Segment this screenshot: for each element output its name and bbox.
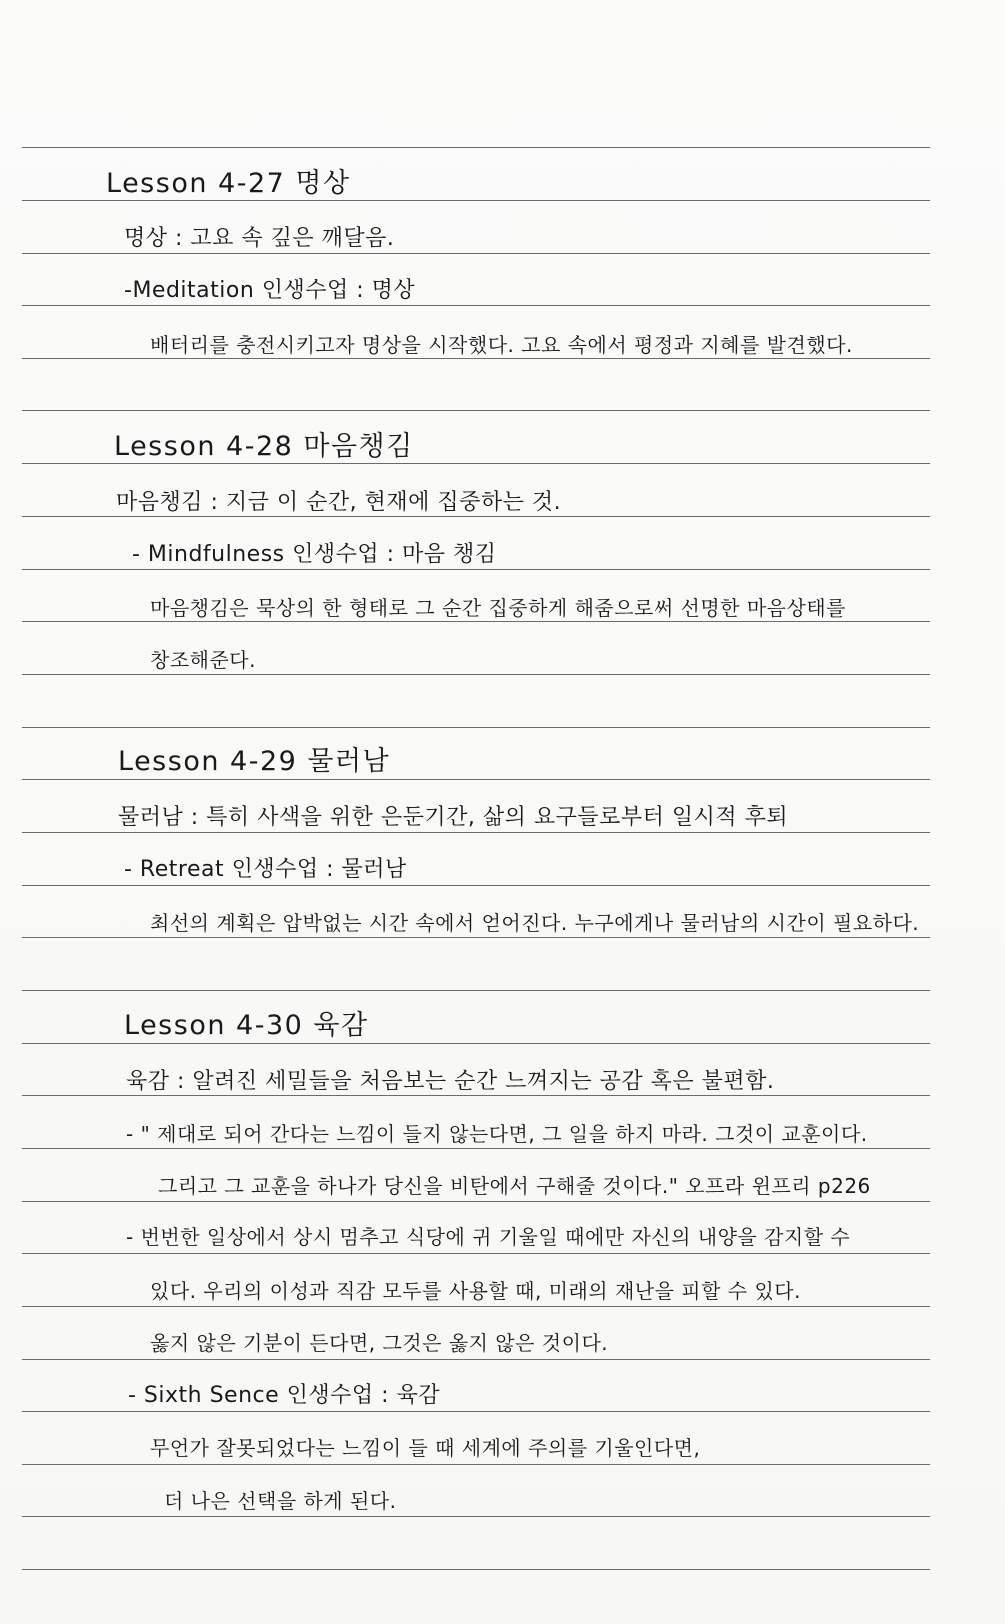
ruled-line bbox=[22, 1516, 930, 1517]
ruled-line bbox=[22, 990, 930, 991]
ruled-line bbox=[22, 727, 930, 728]
ruled-line bbox=[22, 674, 930, 675]
ruled-line bbox=[22, 1148, 930, 1149]
ruled-line bbox=[22, 937, 930, 938]
body-text: 있다. 우리의 이성과 직감 모두를 사용할 때, 미래의 재난을 피할 수 있다. bbox=[150, 1279, 801, 1303]
body-text: 최선의 계획은 압박없는 시간 속에서 얻어진다. 누구에게나 물러남의 시간이 필요하다. bbox=[150, 911, 920, 935]
body-text: 더 나은 선택을 하게 된다. bbox=[164, 1489, 397, 1513]
body-text: 창조해준다. bbox=[150, 648, 256, 672]
ruled-line bbox=[22, 305, 930, 306]
term-text: - Mindfulness 인생수업 : 마음 챙김 bbox=[132, 542, 497, 567]
body-text: 마음챙김은 묵상의 한 형태로 그 순간 집중하게 해줌으로써 선명한 마음상태를 bbox=[150, 596, 846, 620]
definition-text: 명상 : 고요 속 깊은 깨달음. bbox=[124, 226, 395, 251]
ruled-line bbox=[22, 885, 930, 886]
ruled-line bbox=[22, 463, 930, 464]
definition-text: 마음챙김 : 지금 이 순간, 현재에 집중하는 것. bbox=[116, 490, 562, 515]
term-text: - Sixth Sence 인생수업 : 육감 bbox=[128, 1383, 441, 1408]
body-text: 옳지 않은 기분이 든다면, 그것은 옳지 않은 것이다. bbox=[150, 1331, 609, 1355]
body-text: 무언가 잘못되었다는 느낌이 들 때 세계에 주의를 기울인다면, bbox=[150, 1436, 701, 1460]
ruled-line bbox=[22, 410, 930, 411]
lesson-heading: Lesson 4-30 육감 bbox=[124, 1010, 369, 1041]
ruled-line bbox=[22, 832, 930, 833]
lesson-heading: Lesson 4-27 명상 bbox=[106, 168, 351, 199]
ruled-line bbox=[22, 779, 930, 780]
body-text: 배터리를 충전시키고자 명상을 시작했다. 고요 속에서 평정과 지혜를 발견했다. bbox=[150, 333, 853, 357]
lesson-heading: Lesson 4-28 마음챙김 bbox=[114, 431, 414, 462]
ruled-line bbox=[22, 200, 930, 201]
body-text: - " 제대로 되어 간다는 느낌이 들지 않는다면, 그 일을 하지 마라. 그것이 교훈이다. bbox=[126, 1122, 868, 1146]
ruled-line bbox=[22, 1201, 930, 1202]
ruled-line bbox=[22, 1043, 930, 1044]
ruled-line bbox=[22, 253, 930, 254]
lesson-heading: Lesson 4-29 물러남 bbox=[118, 746, 391, 777]
term-text: - Retreat 인생수업 : 물러남 bbox=[124, 857, 407, 882]
term-text: -Meditation 인생수업 : 명상 bbox=[124, 278, 416, 303]
body-text: - 번번한 일상에서 상시 멈추고 식당에 귀 기울일 때에만 자신의 내양을 감지할 수 bbox=[126, 1225, 851, 1249]
body-text: 그리고 그 교훈을 하나가 당신을 비탄에서 구해줄 것이다." 오프라 윈프리 p226 bbox=[158, 1174, 871, 1198]
ruled-line bbox=[22, 1306, 930, 1307]
definition-text: 육감 : 알려진 세밀들을 처음보는 순간 느껴지는 공감 혹은 불편함. bbox=[126, 1069, 775, 1094]
ruled-line bbox=[22, 1411, 930, 1412]
definition-text: 물러남 : 특히 사색을 위한 은둔기간, 삶의 요구들로부터 일시적 후퇴 bbox=[118, 805, 789, 830]
ruled-line bbox=[22, 1359, 930, 1360]
ruled-line bbox=[22, 147, 930, 148]
ruled-line bbox=[22, 569, 930, 570]
ruled-line bbox=[22, 1569, 930, 1570]
ruled-line bbox=[22, 1253, 930, 1254]
ruled-line bbox=[22, 1464, 930, 1465]
